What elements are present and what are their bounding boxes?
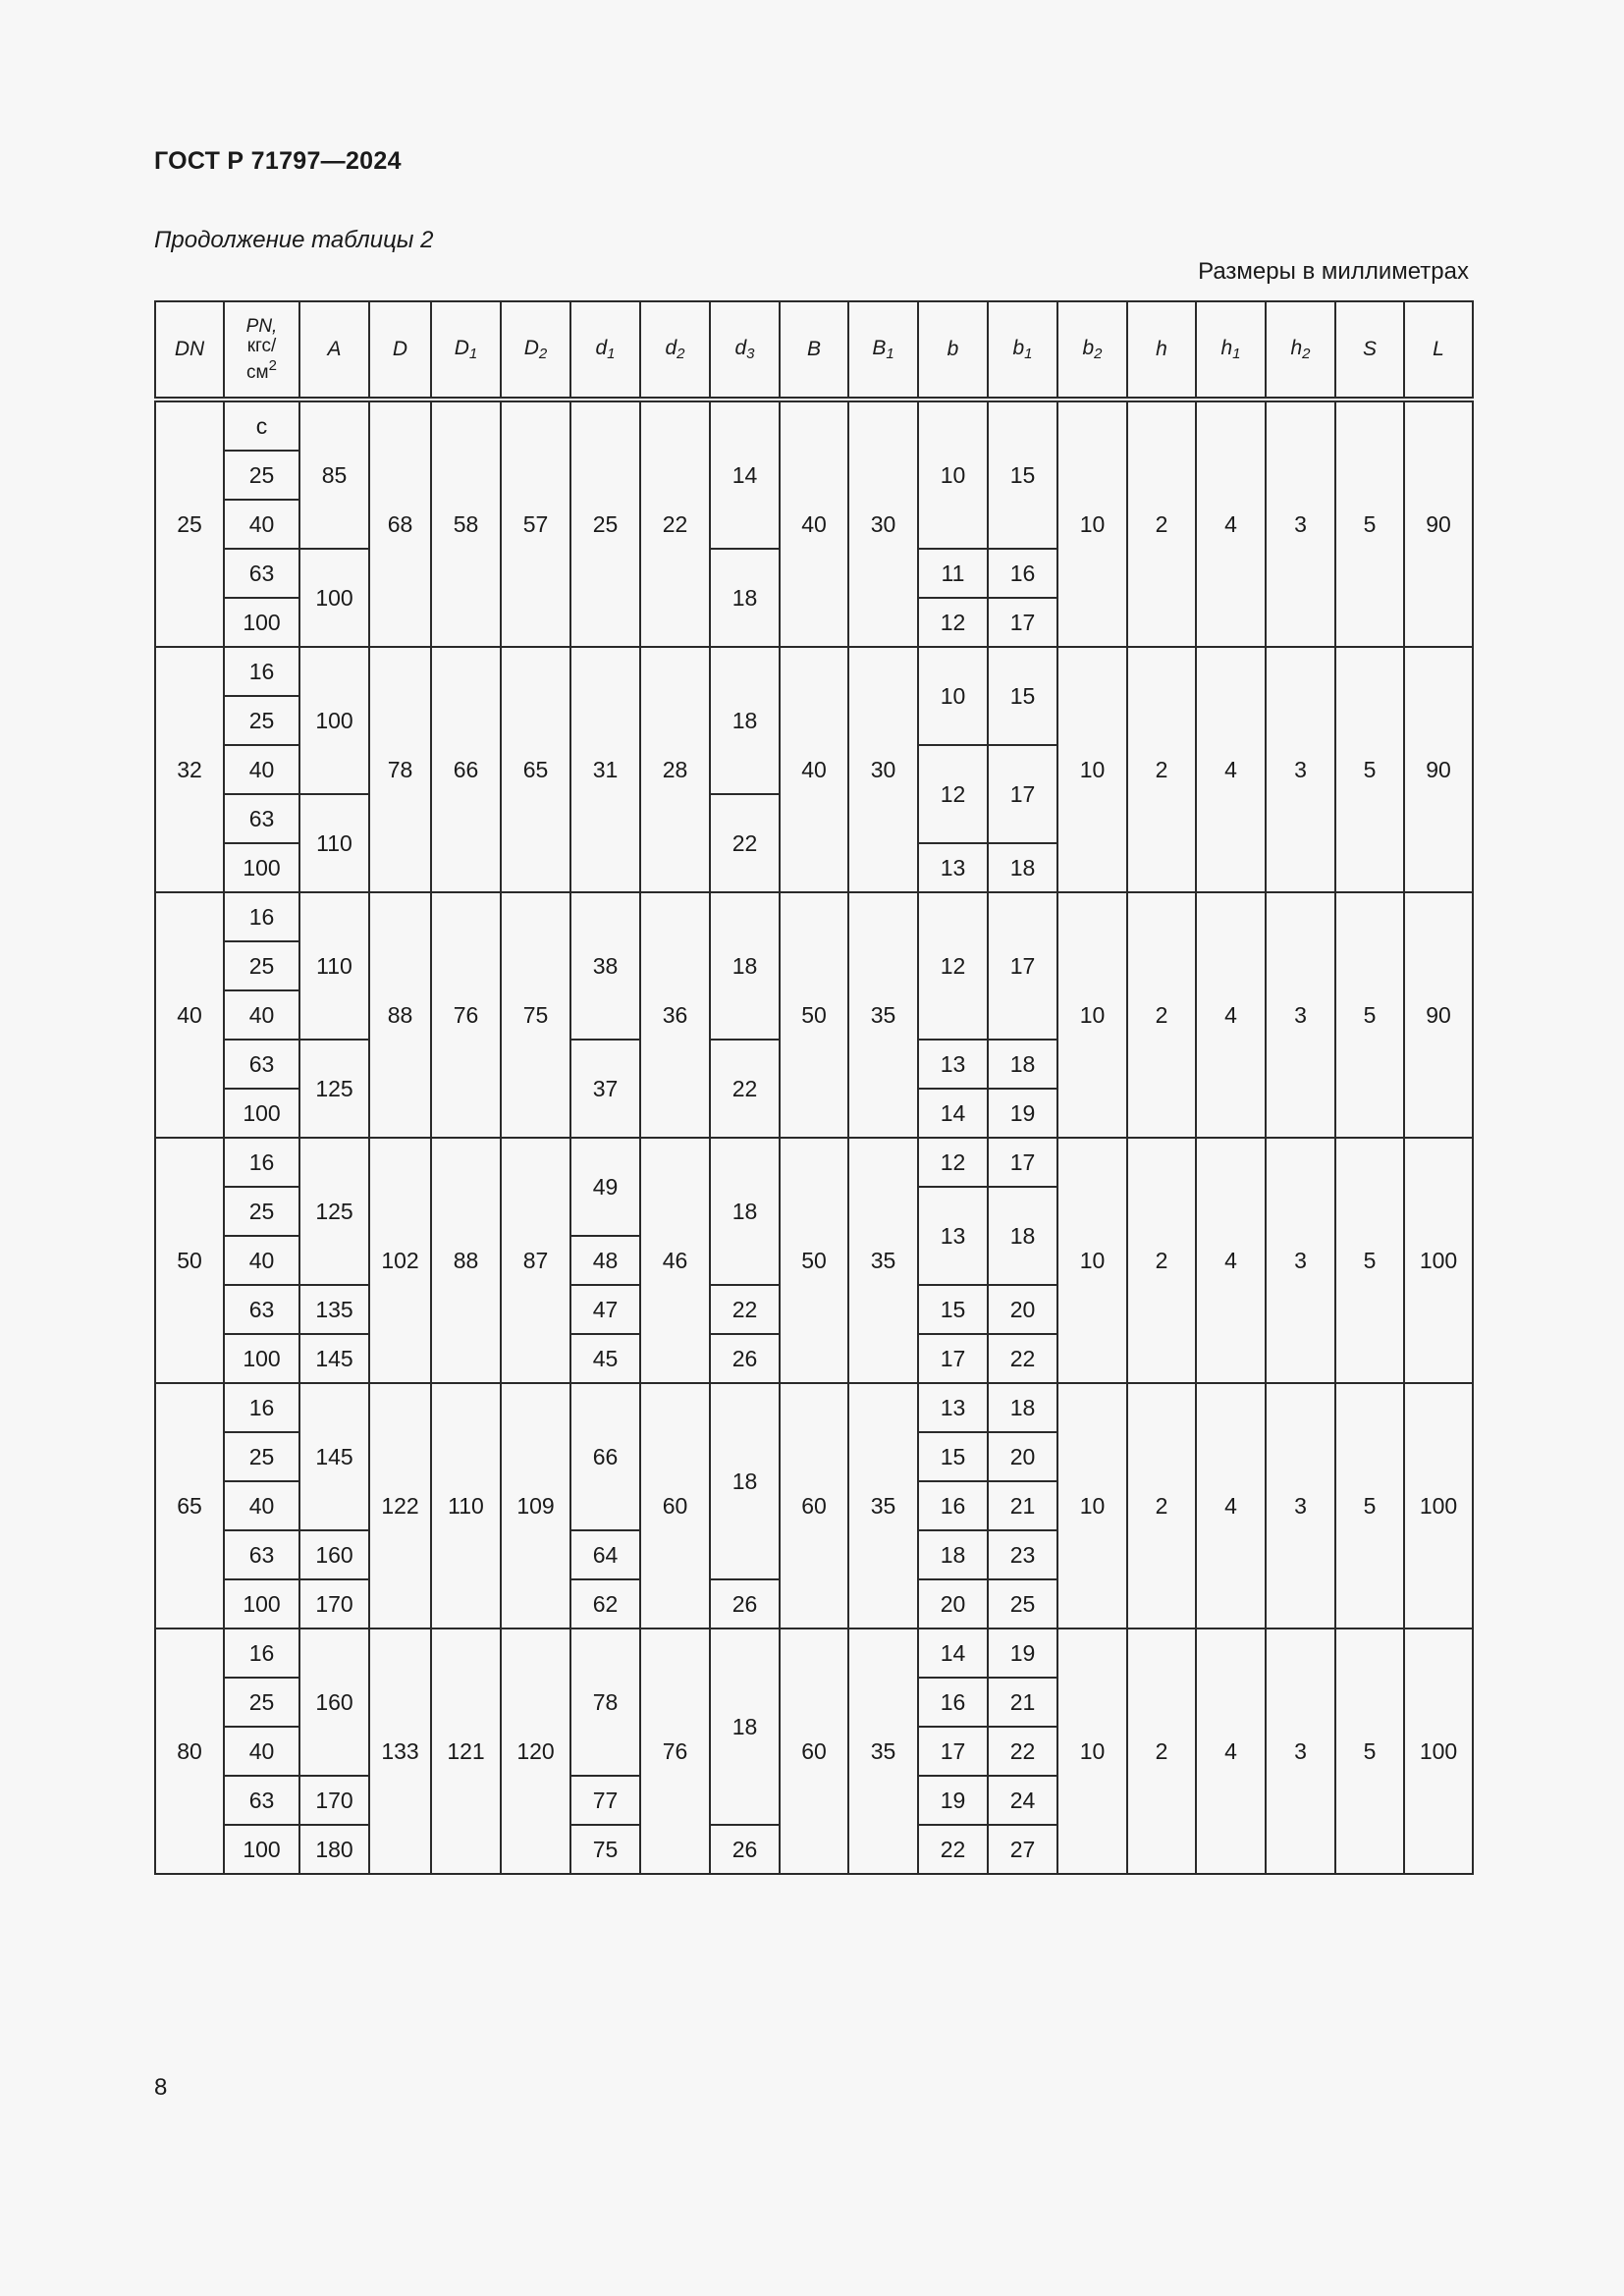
- cell-d2: 57: [501, 400, 570, 647]
- cell-pn: 25: [224, 451, 299, 500]
- cell-d2: 60: [640, 1383, 710, 1629]
- cell-b: 40: [780, 400, 848, 647]
- cell-d1: 58: [431, 400, 501, 647]
- column-header-subscript: 2: [1302, 346, 1311, 362]
- cell-b: 18: [918, 1530, 988, 1579]
- cell-d1: 78: [570, 1629, 640, 1776]
- cell-b: 15: [918, 1285, 988, 1334]
- cell-pn: 40: [224, 500, 299, 549]
- column-header-label: D: [454, 337, 469, 359]
- cell-h: 2: [1127, 1138, 1196, 1383]
- cell-b1: 23: [988, 1530, 1057, 1579]
- cell-d3: 18: [710, 549, 780, 647]
- cell-d1: 121: [431, 1629, 501, 1874]
- cell-d2: 46: [640, 1138, 710, 1383]
- cell-b1: 22: [988, 1727, 1057, 1776]
- cell-h1: 4: [1196, 1138, 1266, 1383]
- cell-l: 100: [1404, 1629, 1473, 1874]
- cell-h1: 4: [1196, 400, 1266, 647]
- cell-b1: 21: [988, 1481, 1057, 1530]
- cell-b1: 35: [848, 892, 918, 1138]
- table-row: [155, 647, 1473, 696]
- cell-d1: 110: [431, 1383, 501, 1629]
- cell-a: 160: [299, 1629, 369, 1776]
- cell-d: 88: [369, 892, 431, 1138]
- column-header-label: d: [734, 337, 747, 359]
- cell-d2: 120: [501, 1629, 570, 1874]
- cell-d3: 18: [710, 1138, 780, 1285]
- column-header-label: d: [595, 337, 608, 359]
- cell-b1: 20: [988, 1285, 1057, 1334]
- cell-b2: 10: [1057, 400, 1127, 647]
- cell-h: 2: [1127, 647, 1196, 892]
- cell-d2: 36: [640, 892, 710, 1138]
- cell-d2: 87: [501, 1138, 570, 1383]
- cell-b: 12: [918, 1138, 988, 1187]
- column-header: [155, 301, 224, 400]
- column-header-subscript: 3: [746, 346, 755, 362]
- cell-s: 5: [1335, 892, 1404, 1138]
- cell-d: 102: [369, 1138, 431, 1383]
- column-header-subscript: 2: [538, 346, 548, 362]
- cell-b: 11: [918, 549, 988, 598]
- cell-b: 14: [918, 1629, 988, 1678]
- column-header-label: L: [1433, 338, 1444, 360]
- cell-pn: 25: [224, 1432, 299, 1481]
- cell-s: 5: [1335, 400, 1404, 647]
- cell-d3: 14: [710, 400, 780, 549]
- cell-d3: 22: [710, 1285, 780, 1334]
- cell-d: 78: [369, 647, 431, 892]
- column-header-label: DN: [174, 338, 205, 360]
- column-header-subscript: 1: [607, 346, 616, 362]
- cell-b: 17: [918, 1727, 988, 1776]
- cell-pn: 100: [224, 598, 299, 647]
- column-header-label: d: [665, 337, 677, 359]
- cell-d2: 28: [640, 647, 710, 892]
- cell-d3: 18: [710, 892, 780, 1040]
- cell-pn: 100: [224, 843, 299, 892]
- cell-b1: 19: [988, 1629, 1057, 1678]
- cell-b: 17: [918, 1334, 988, 1383]
- cell-a: 110: [299, 892, 369, 1040]
- cell-b1: 18: [988, 843, 1057, 892]
- cell-h1: 4: [1196, 1383, 1266, 1629]
- cell-pn: 25: [224, 696, 299, 745]
- cell-pn: 100: [224, 1825, 299, 1874]
- cell-a: 100: [299, 647, 369, 794]
- column-header: [780, 301, 848, 400]
- cell-dn: 25: [155, 400, 224, 647]
- cell-b: 60: [780, 1383, 848, 1629]
- cell-h: 2: [1127, 400, 1196, 647]
- cell-d3: 22: [710, 1040, 780, 1138]
- cell-b: 50: [780, 1138, 848, 1383]
- cell-b1: 17: [988, 598, 1057, 647]
- cell-pn: 25: [224, 1678, 299, 1727]
- cell-d1: 49: [570, 1138, 640, 1236]
- cell-l: 90: [1404, 892, 1473, 1138]
- cell-a: 125: [299, 1040, 369, 1138]
- column-header-label: B: [806, 338, 821, 360]
- column-header-subscript: 1: [468, 346, 478, 362]
- cell-d1: 76: [431, 892, 501, 1138]
- cell-d1: 31: [570, 647, 640, 892]
- cell-a: 170: [299, 1776, 369, 1825]
- cell-b1: 19: [988, 1089, 1057, 1138]
- cell-h: 2: [1127, 1629, 1196, 1874]
- cell-pn: 16: [224, 1138, 299, 1187]
- cell-d1: 47: [570, 1285, 640, 1334]
- column-header-subscript: 2: [1094, 346, 1103, 362]
- cell-l: 90: [1404, 647, 1473, 892]
- cell-h2: 3: [1266, 1629, 1335, 1874]
- column-header: [848, 301, 918, 400]
- table-row: [155, 400, 1473, 451]
- column-header: [1196, 301, 1266, 400]
- column-header: [988, 301, 1057, 400]
- pn-unit-superscript: 2: [268, 356, 277, 374]
- column-header: [299, 301, 369, 400]
- table-row: [155, 1629, 1473, 1678]
- cell-d3: 18: [710, 1383, 780, 1579]
- column-header-subscript: 1: [1024, 346, 1033, 362]
- cell-b: 12: [918, 745, 988, 843]
- cell-b1: 17: [988, 1138, 1057, 1187]
- column-header: [1057, 301, 1127, 400]
- column-header: [501, 301, 570, 400]
- column-header-label: h: [1290, 337, 1303, 359]
- cell-a: 180: [299, 1825, 369, 1874]
- cell-a: 160: [299, 1530, 369, 1579]
- cell-b1: 17: [988, 745, 1057, 843]
- cell-d1: 37: [570, 1040, 640, 1138]
- cell-pn: 63: [224, 1285, 299, 1334]
- column-header-label: S: [1362, 338, 1377, 360]
- cell-d3: 26: [710, 1825, 780, 1874]
- cell-b1: 30: [848, 647, 918, 892]
- cell-s: 5: [1335, 1138, 1404, 1383]
- column-header-label: h: [1220, 337, 1233, 359]
- cell-d3: 26: [710, 1334, 780, 1383]
- cell-pn: 16: [224, 892, 299, 941]
- cell-d1: 64: [570, 1530, 640, 1579]
- cell-b1: 15: [988, 400, 1057, 549]
- cell-b2: 10: [1057, 892, 1127, 1138]
- units-note: Размеры в миллиметрах: [1198, 258, 1469, 285]
- cell-b1: 30: [848, 400, 918, 647]
- column-header-subscript: 1: [1232, 346, 1241, 362]
- cell-d1: 48: [570, 1236, 640, 1285]
- cell-dn: 50: [155, 1138, 224, 1383]
- cell-d2: 75: [501, 892, 570, 1138]
- cell-b: 13: [918, 843, 988, 892]
- cell-pn: 100: [224, 1334, 299, 1383]
- cell-dn: 65: [155, 1383, 224, 1629]
- cell-b: 50: [780, 892, 848, 1138]
- table-body: [155, 400, 1473, 1874]
- cell-dn: 32: [155, 647, 224, 892]
- cell-b: 13: [918, 1040, 988, 1089]
- cell-pn: 40: [224, 1236, 299, 1285]
- table-header: [155, 301, 1473, 400]
- cell-a: 135: [299, 1285, 369, 1334]
- cell-b1: 15: [988, 647, 1057, 745]
- header-row: [155, 301, 1473, 400]
- cell-l: 100: [1404, 1138, 1473, 1383]
- cell-pn: c: [224, 400, 299, 451]
- cell-b1: 35: [848, 1629, 918, 1874]
- cell-d2: 76: [640, 1629, 710, 1874]
- cell-b1: 21: [988, 1678, 1057, 1727]
- cell-pn: 63: [224, 1040, 299, 1089]
- cell-b: 14: [918, 1089, 988, 1138]
- cell-pn: 40: [224, 1727, 299, 1776]
- cell-h2: 3: [1266, 400, 1335, 647]
- cell-d3: 18: [710, 647, 780, 794]
- cell-d3: 22: [710, 794, 780, 892]
- column-header: [1335, 301, 1404, 400]
- column-header: [710, 301, 780, 400]
- column-header: [1404, 301, 1473, 400]
- cell-h: 2: [1127, 892, 1196, 1138]
- cell-d1: 62: [570, 1579, 640, 1629]
- column-header: [1266, 301, 1335, 400]
- column-header-label: D: [392, 338, 408, 360]
- document-code: ГОСТ Р 71797—2024: [154, 147, 402, 175]
- cell-b: 20: [918, 1579, 988, 1629]
- cell-pn: 40: [224, 990, 299, 1040]
- cell-b1: 20: [988, 1432, 1057, 1481]
- cell-b1: 24: [988, 1776, 1057, 1825]
- cell-b: 16: [918, 1481, 988, 1530]
- column-header-label: b: [1082, 337, 1095, 359]
- cell-d2: 65: [501, 647, 570, 892]
- cell-b: 13: [918, 1383, 988, 1432]
- cell-d3: 18: [710, 1629, 780, 1825]
- column-header: [1127, 301, 1196, 400]
- column-header: [224, 301, 299, 400]
- cell-h1: 4: [1196, 892, 1266, 1138]
- column-header: [570, 301, 640, 400]
- cell-b: 13: [918, 1187, 988, 1285]
- column-header: [369, 301, 431, 400]
- column-header-label: b: [1012, 337, 1025, 359]
- cell-d2: 109: [501, 1383, 570, 1629]
- cell-b1: 18: [988, 1187, 1057, 1285]
- cell-pn: 63: [224, 1776, 299, 1825]
- dimensions-table: [154, 300, 1474, 1875]
- cell-d3: 26: [710, 1579, 780, 1629]
- table-row: [155, 892, 1473, 941]
- cell-b: 10: [918, 400, 988, 549]
- cell-b1: 18: [988, 1040, 1057, 1089]
- table-row: [155, 1383, 1473, 1432]
- cell-pn: 16: [224, 1383, 299, 1432]
- cell-pn: 25: [224, 1187, 299, 1236]
- cell-pn: 40: [224, 745, 299, 794]
- cell-b1: 25: [988, 1579, 1057, 1629]
- column-header-subscript: 2: [677, 346, 685, 362]
- cell-l: 90: [1404, 400, 1473, 647]
- table-caption: Продолжение таблицы 2: [154, 227, 434, 253]
- cell-d: 68: [369, 400, 431, 647]
- column-header-label: PN,: [245, 315, 278, 337]
- cell-d1: 88: [431, 1138, 501, 1383]
- cell-pn: 16: [224, 647, 299, 696]
- cell-pn: 63: [224, 794, 299, 843]
- cell-b1: 35: [848, 1383, 918, 1629]
- column-header: [431, 301, 501, 400]
- cell-a: 85: [299, 400, 369, 549]
- cell-pn: 63: [224, 549, 299, 598]
- cell-l: 100: [1404, 1383, 1473, 1629]
- page-number: 8: [154, 2074, 168, 2101]
- cell-b: 19: [918, 1776, 988, 1825]
- cell-s: 5: [1335, 647, 1404, 892]
- column-header-label: D: [523, 337, 539, 359]
- cell-d1: 38: [570, 892, 640, 1040]
- cell-h2: 3: [1266, 1383, 1335, 1629]
- column-header-label: B: [872, 337, 887, 359]
- cell-d2: 22: [640, 400, 710, 647]
- table-row: [155, 1138, 1473, 1187]
- cell-s: 5: [1335, 1383, 1404, 1629]
- cell-b1: 22: [988, 1334, 1057, 1383]
- cell-d1: 75: [570, 1825, 640, 1874]
- cell-b: 16: [918, 1678, 988, 1727]
- cell-b1: 27: [988, 1825, 1057, 1874]
- cell-s: 5: [1335, 1629, 1404, 1874]
- cell-b: 15: [918, 1432, 988, 1481]
- cell-b2: 10: [1057, 647, 1127, 892]
- cell-dn: 80: [155, 1629, 224, 1874]
- cell-pn: 40: [224, 1481, 299, 1530]
- pn-unit: кгс/: [246, 335, 277, 356]
- cell-b: 40: [780, 647, 848, 892]
- column-header: [918, 301, 988, 400]
- column-header-subscript: 1: [886, 346, 894, 362]
- cell-d1: 66: [570, 1383, 640, 1530]
- cell-pn: 25: [224, 941, 299, 990]
- cell-d: 122: [369, 1383, 431, 1629]
- cell-b: 60: [780, 1629, 848, 1874]
- cell-b1: 17: [988, 892, 1057, 1040]
- cell-b: 22: [918, 1825, 988, 1874]
- cell-d1: 77: [570, 1776, 640, 1825]
- cell-b: 12: [918, 598, 988, 647]
- cell-h1: 4: [1196, 1629, 1266, 1874]
- cell-h2: 3: [1266, 1138, 1335, 1383]
- cell-a: 145: [299, 1334, 369, 1383]
- cell-a: 125: [299, 1138, 369, 1285]
- column-header-label: b: [947, 338, 959, 360]
- cell-a: 110: [299, 794, 369, 892]
- cell-b1: 18: [988, 1383, 1057, 1432]
- cell-b: 12: [918, 892, 988, 1040]
- cell-dn: 40: [155, 892, 224, 1138]
- cell-pn: 100: [224, 1579, 299, 1629]
- cell-d1: 25: [570, 400, 640, 647]
- cell-a: 100: [299, 549, 369, 647]
- pn-unit-2: см: [246, 361, 269, 383]
- cell-d1: 45: [570, 1334, 640, 1383]
- cell-h1: 4: [1196, 647, 1266, 892]
- cell-b2: 10: [1057, 1383, 1127, 1629]
- column-header-label: h: [1156, 338, 1167, 360]
- cell-h2: 3: [1266, 647, 1335, 892]
- cell-b: 10: [918, 647, 988, 745]
- cell-b2: 10: [1057, 1629, 1127, 1874]
- cell-d: 133: [369, 1629, 431, 1874]
- cell-pn: 63: [224, 1530, 299, 1579]
- cell-h: 2: [1127, 1383, 1196, 1629]
- cell-h2: 3: [1266, 892, 1335, 1138]
- cell-pn: 100: [224, 1089, 299, 1138]
- column-header: [640, 301, 710, 400]
- cell-pn: 16: [224, 1629, 299, 1678]
- cell-b2: 10: [1057, 1138, 1127, 1383]
- column-header-label: A: [327, 338, 342, 360]
- cell-b1: 16: [988, 549, 1057, 598]
- cell-b1: 35: [848, 1138, 918, 1383]
- cell-a: 145: [299, 1383, 369, 1530]
- cell-a: 170: [299, 1579, 369, 1629]
- cell-d1: 66: [431, 647, 501, 892]
